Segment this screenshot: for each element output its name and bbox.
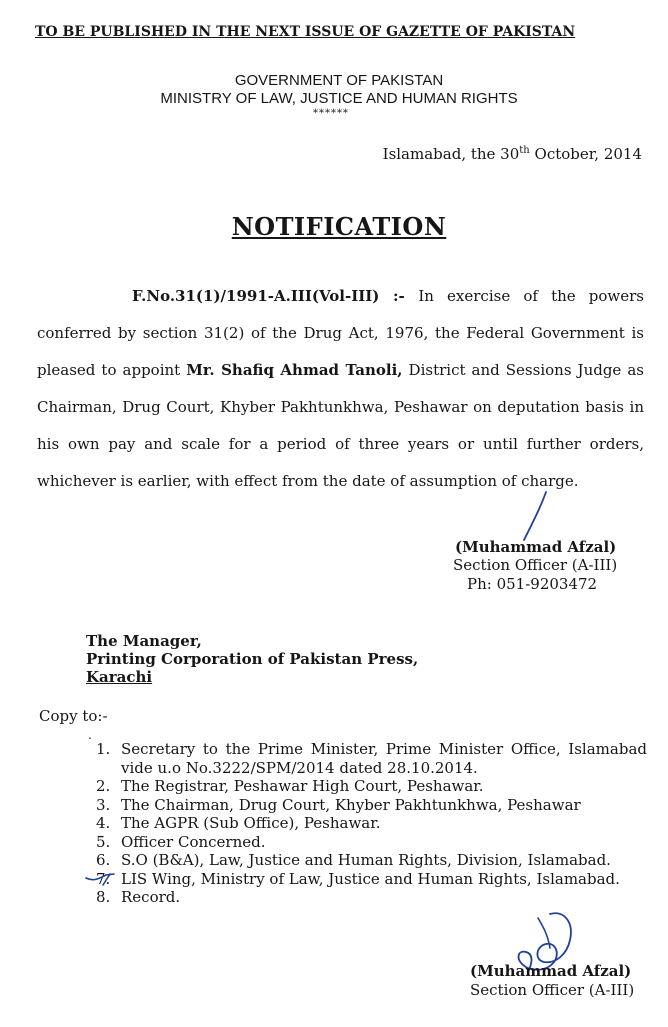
- appointee-name: Mr. Shafiq Ahmad Tanoli,: [186, 361, 403, 379]
- notification-title: NOTIFICATION: [231, 212, 447, 241]
- ministry-heading: MINISTRY OF LAW, JUSTICE AND HUMAN RIGHTS: [160, 90, 518, 107]
- date-prefix: Islamabad, the 30: [382, 145, 520, 163]
- signatory-phone: Ph: 051-9203472: [467, 575, 598, 593]
- signatory-name: (Muhammad Afzal): [455, 538, 617, 556]
- signatory-designation: Section Officer (A-III): [453, 556, 618, 574]
- list-item-number: 6.: [96, 851, 111, 869]
- list-item: [90, 851, 647, 870]
- addressee-title: The Manager,: [86, 632, 202, 650]
- list-item-text: The Registrar, Peshawar High Court, Peshawar.: [121, 777, 484, 795]
- government-heading: GOVERNMENT OF PAKISTAN: [234, 72, 444, 89]
- list-item-text: Officer Concerned.: [121, 832, 266, 851]
- gazette-notice: TO BE PUBLISHED IN THE NEXT ISSUE OF GAZETTE OF PAKISTAN: [35, 24, 576, 40]
- list-item: [90, 777, 647, 796]
- list-item: [90, 870, 647, 889]
- list-item-number: 2.: [96, 777, 111, 795]
- file-separator: :-: [379, 287, 419, 305]
- list-item-number: 1.: [96, 740, 111, 758]
- notification-date: [383, 145, 642, 163]
- list-item-number: 8.: [96, 888, 111, 906]
- list-item-text: LIS Wing, Ministry of Law, Justice and Human Rights, Islamabad.: [121, 869, 620, 888]
- addressee-city: Karachi: [86, 668, 153, 686]
- file-number: F.No.31(1)/1991-A.III(Vol-III): [132, 287, 380, 305]
- header-stars: ******: [313, 108, 349, 119]
- list-item: [90, 740, 647, 777]
- pen-tick-mark: [84, 870, 124, 888]
- copy-to-label: Copy to:-: [39, 707, 108, 725]
- copy-to-marker: .: [88, 728, 92, 742]
- body-text-1: In exercise of the powers conferred by section 31(2) of the Drug Act, 1976, the Federal Government is pleased to appoint: [37, 287, 644, 379]
- list-item: [90, 814, 647, 833]
- list-item-text: Secretary to the Prime Minister, Prime Minister Office, Islamabad vide u.o No.3222/SPM/2014 dated 28.10.2014.: [121, 740, 647, 777]
- signatory-2-name: (Muhammad Afzal): [470, 962, 632, 980]
- addressee-organization: Printing Corporation of Pakistan Press,: [86, 650, 419, 668]
- list-item-text: S.O (B&A), Law, Justice and Human Rights, Division, Islamabad.: [121, 851, 611, 869]
- body-text-2: District and Sessions Judge as Chairman, Drug Court, Khyber Pakhtunkhwa, Peshawar on deputation basis in his own pay and scale for a period of three years or until further orders, whichever is earlier, with effect from the date of assumption of charge.: [37, 361, 644, 490]
- list-item-number: 5.: [96, 832, 111, 851]
- list-item-number: 4.: [96, 814, 111, 832]
- date-rest: October, 2014: [529, 145, 642, 163]
- list-item-number: 3.: [96, 795, 111, 814]
- copy-to-list: [90, 740, 647, 907]
- list-item: [90, 796, 647, 815]
- notification-body: [37, 278, 644, 500]
- signatory-2-designation: Section Officer (A-III): [470, 981, 635, 999]
- list-item: [90, 833, 647, 852]
- list-item-text: The Chairman, Drug Court, Khyber Pakhtunkhwa, Peshawar: [121, 795, 581, 814]
- list-item-text: The AGPR (Sub Office), Peshawar.: [121, 814, 381, 832]
- date-suffix: th: [519, 145, 530, 156]
- list-item-text: Record.: [121, 888, 181, 906]
- list-item-number: 7.: [96, 869, 111, 888]
